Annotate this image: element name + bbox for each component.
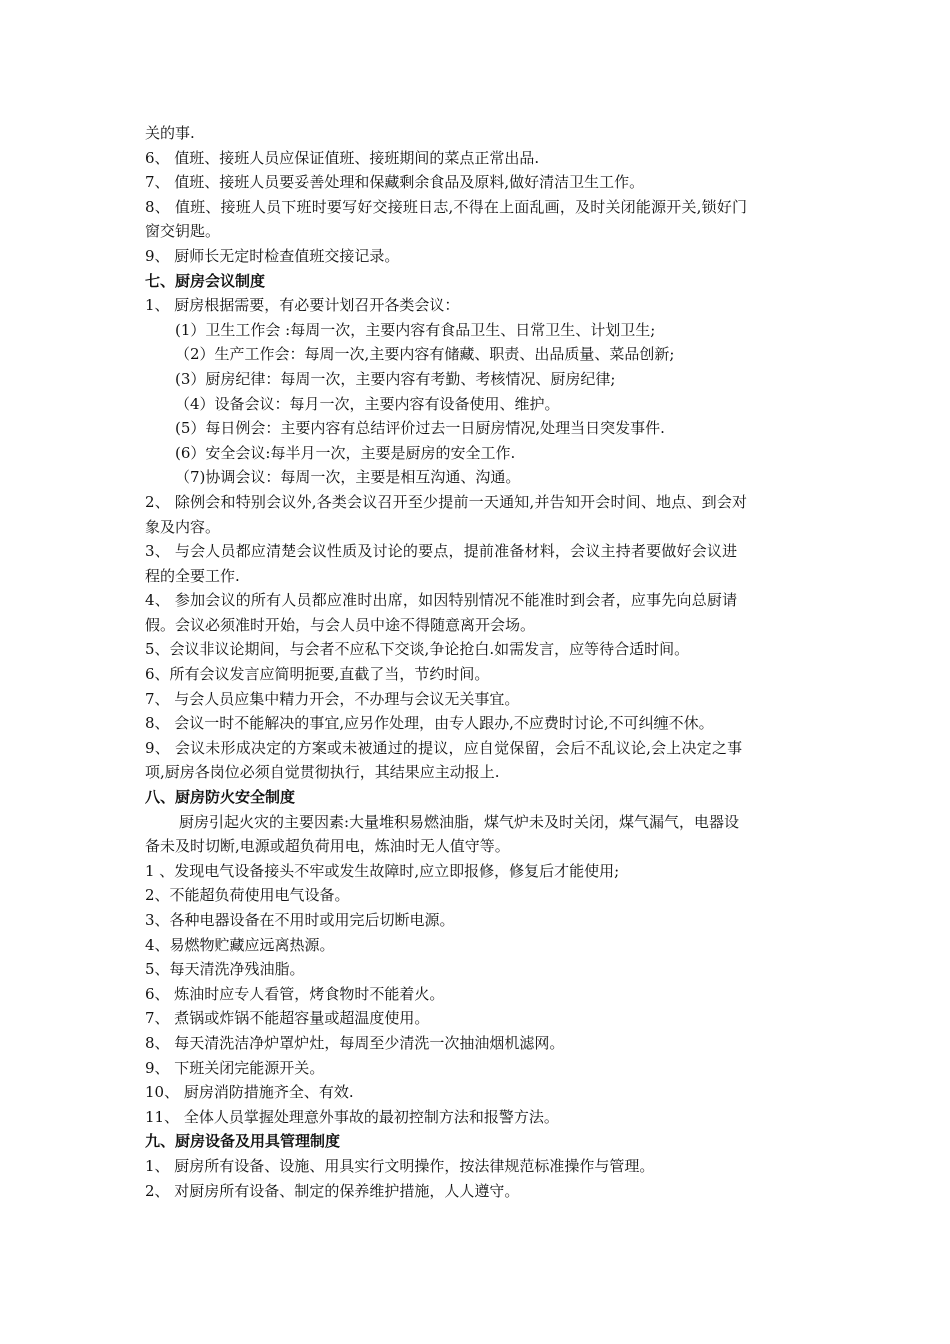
text-line: 厨房引起火灾的主要因素:大量堆积易燃油脂，煤气炉未及时关闭，煤气漏气，电器设 (179, 812, 740, 831)
text-line: 6、所有会议发言应简明扼要,直截了当，节约时间。 (145, 665, 490, 684)
text-line: 3、 与会人员都应清楚会议性质及讨论的要点，提前准备材料，会议主持者要做好会议进 (145, 542, 738, 561)
text-line: 项,厨房各岗位必须自觉贯彻执行，其结果应主动报上. (145, 763, 500, 782)
text-line: 2、 除例会和特别会议外,各类会议召开至少提前一天通知,并告知开会时间、地点、到会对 (145, 492, 748, 511)
text-line: 象及内容。 (145, 517, 221, 536)
text-line: 9、 会议未形成决定的方案或未被通过的提议，应自觉保留，会后不乱议论,会上决定之事 (145, 738, 743, 757)
text-line: 1 、发现电气设备接头不牢或发生故障时,应立即报修，修复后才能使用; (145, 861, 620, 880)
text-line: 8、 会议一时不能解决的事宜,应另作处理，由专人跟办,不应费时讨论,不可纠缠不休。 (145, 714, 714, 733)
text-line: 程的全要工作. (145, 566, 240, 585)
text-line: 9、 厨师长无定时检查值班交接记录。 (145, 246, 400, 265)
text-line: 假。会议必须准时开始，与会人员中途不得随意离开会场。 (145, 615, 536, 634)
text-line: 5、每天清洗净残油脂。 (145, 960, 305, 979)
text-line: 8、 每天清洗洁净炉罩炉灶，每周至少清洗一次抽油烟机滤网。 (145, 1033, 565, 1052)
section-heading: 九、厨房设备及用具管理制度 (145, 1132, 341, 1151)
text-line: 关的事. (145, 124, 195, 142)
text-line: (5）每日例会：主要内容有总结评价过去一日厨房情况,处理当日突发事件. (175, 419, 665, 438)
text-line: 7、 与会人员应集中精力开会，不办理与会议无关事宜。 (145, 689, 520, 708)
text-line: 7、 煮锅或炸锅不能超容量或超温度使用。 (145, 1009, 430, 1028)
text-line: 1、 厨房根据需要，有必要计划召开各类会议： (145, 296, 460, 315)
text-line: 8、 值班、接班人员下班时要写好交接班日志,不得在上面乱画，及时关闭能源开关,锁好门 (145, 197, 748, 216)
text-line: （7)协调会议：每周一次，主要是相互沟通、沟通。 (175, 468, 521, 487)
document-page (145, 121, 813, 1203)
section-heading: 七、厨房会议制度 (145, 271, 266, 290)
text-line: 2、不能超负荷使用电气设备。 (145, 886, 350, 905)
text-line: 1、 厨房所有设备、设施、用具实行文明操作，按法律规范标准操作与管理。 (145, 1156, 655, 1175)
text-line: 5、会议非议论期间，与会者不应私下交谈,争论抢白.如需发言，应等待合适时间。 (145, 640, 690, 659)
text-line: 6、 值班、接班人员应保证值班、接班期间的菜点正常出品. (145, 148, 540, 167)
text-line: 2、 对厨房所有设备、制定的保养维护措施，人人遵守。 (145, 1181, 520, 1200)
text-line: 4、易燃物贮藏应远离热源。 (145, 935, 335, 954)
text-line: 窗交钥匙。 (145, 222, 221, 241)
text-line: 备未及时切断,电源或超负荷用电，炼油时无人值守等。 (145, 837, 510, 856)
text-line: 6、 炼油时应专人看管，烤食物时不能着火。 (145, 984, 445, 1003)
text-line: （2）生产工作会：每周一次,主要内容有储藏、职责、出品质量、菜品创新; (175, 345, 675, 364)
text-line: 7、 值班、接班人员要妥善处理和保藏剩余食品及原料,做好清洁卫生工作。 (145, 173, 645, 192)
text-line: 11、 全体人员掌握处理意外事故的最初控制方法和报警方法。 (145, 1107, 559, 1126)
text-line: (3）厨房纪律：每周一次，主要内容有考勤、考核情况、厨房纪律; (175, 369, 616, 388)
text-line: (6）安全会议:每半月一次，主要是厨房的安全工作. (175, 443, 516, 462)
text-line: 10、 厨房消防措施齐全、有效. (145, 1083, 354, 1102)
text-line: (1）卫生工作会 :每周一次，主要内容有食品卫生、日常卫生、计划卫生; (175, 320, 656, 339)
text-line: （4）设备会议：每月一次，主要内容有设备使用、维护。 (175, 394, 560, 413)
text-line: 9、 下班关闭完能源开关。 (145, 1058, 325, 1077)
text-line: 4、 参加会议的所有人员都应准时出席，如因特别情况不能准时到会者，应事先向总厨请 (145, 591, 738, 610)
text-line: 3、各种电器设备在不用时或用完后切断电源。 (145, 911, 455, 929)
section-heading: 八、厨房防火安全制度 (145, 788, 296, 807)
